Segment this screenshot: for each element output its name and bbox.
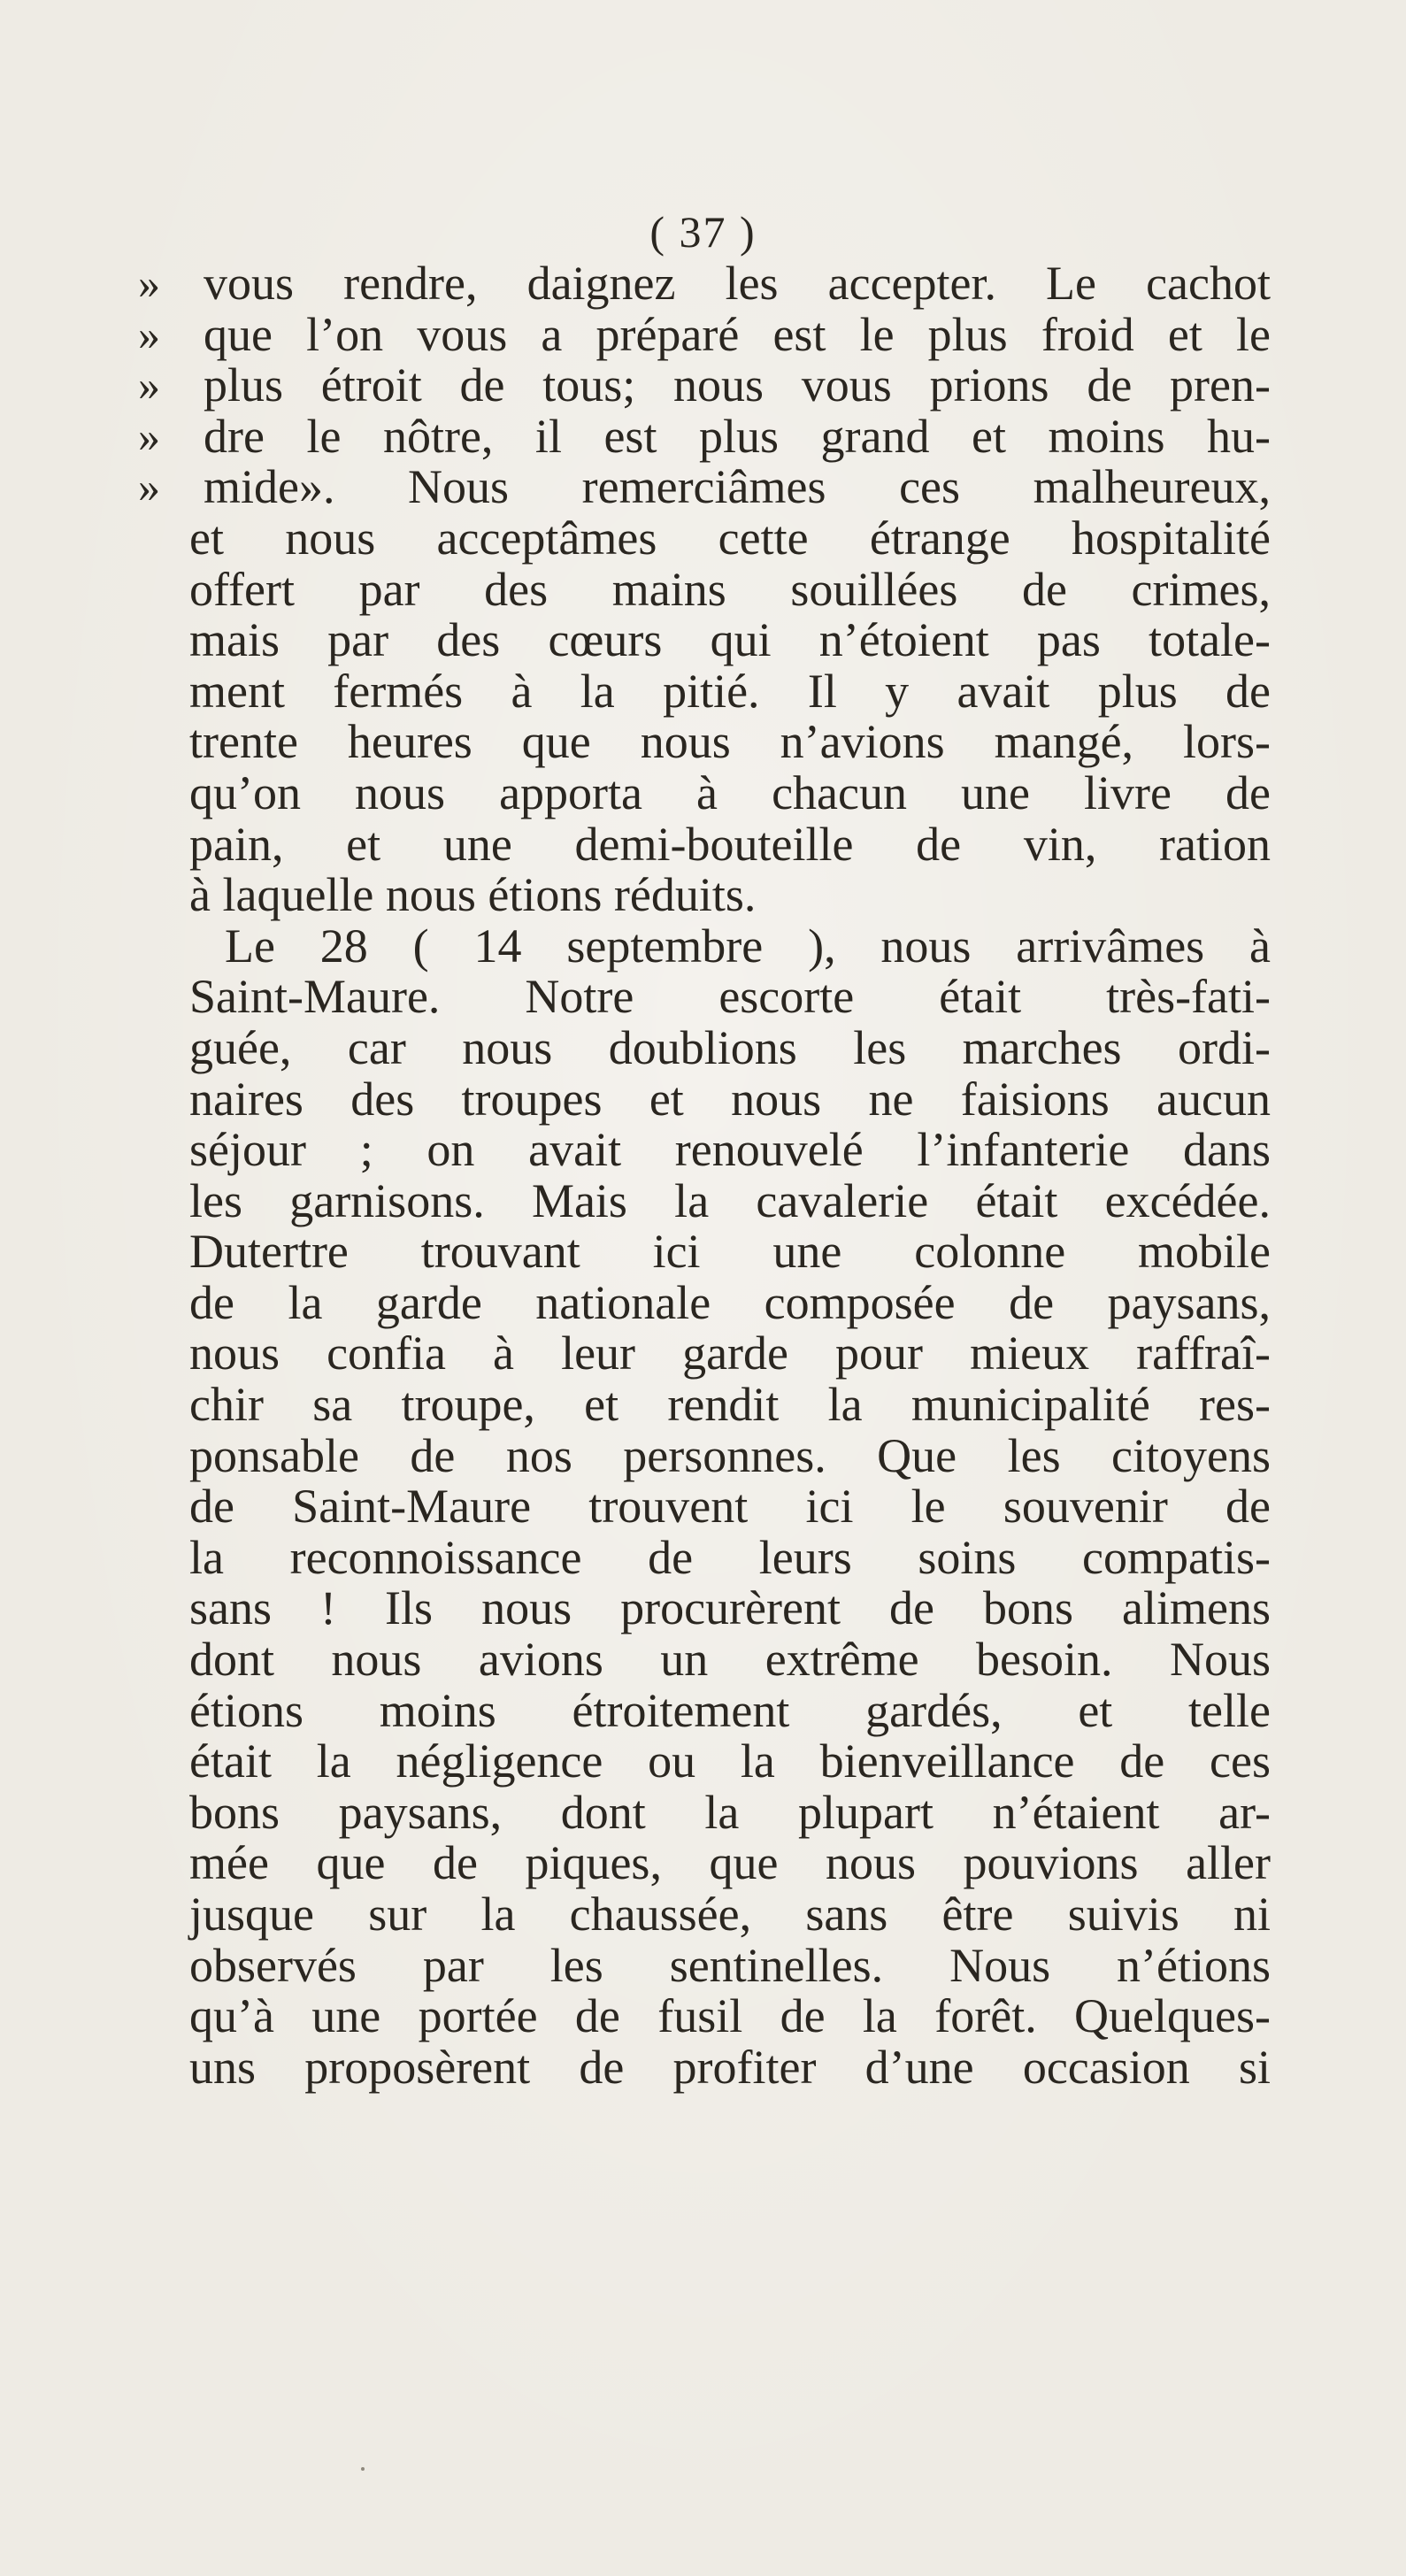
text-line: Saint-Maure. Notre escorte était très-fati- [189, 970, 1271, 1024]
line-text: plus étroit de tous; nous vous prions de pren- [204, 358, 1271, 412]
text-line: qu’on nous apporta à chacun une livre de [189, 765, 1271, 819]
line-text: mide». Nous remerciâmes ces malheureux, [204, 460, 1271, 514]
text-line: Le 28 ( 14 septembre ), nous arrivâmes à [225, 919, 1271, 973]
line-text: que l’on vous a préparé est le plus froid et le [204, 307, 1271, 361]
text-line: offert par des mains souillées de crimes, [189, 562, 1271, 616]
text-line [138, 460, 1271, 514]
quotation-mark: » [138, 258, 160, 308]
text-line [138, 409, 1271, 463]
text-line: les garnisons. Mais la cavalerie était excédée. [189, 1173, 1271, 1227]
paragraph-2 [189, 921, 1271, 2094]
quotation-mark: » [138, 411, 160, 461]
text-line: était la négligence ou la bienveillance de ces [189, 1734, 1271, 1788]
text-line: de Saint-Maure trouvent ici le souvenir de [189, 1480, 1271, 1534]
line-text: vous rendre, daignez les accepter. Le cachot [204, 257, 1271, 310]
line-text: dre le nôtre, il est plus grand et moins hu- [204, 409, 1271, 463]
text-line: jusque sur la chaussée, sans être suivis ni [189, 1888, 1271, 1941]
page-number: ( 37 ) [649, 207, 757, 257]
text-line: ment fermés à la pitié. Il y avait plus de [189, 664, 1271, 718]
body-text [138, 257, 1271, 2094]
text-line: uns proposèrent de profiter d’une occasion si [189, 2040, 1271, 2094]
text-line: dont nous avions un extrême besoin. Nous [189, 1633, 1271, 1687]
text-line [138, 307, 1271, 361]
quotation-mark: » [138, 360, 160, 411]
text-line: séjour ; on avait renouvelé l’infanterie dans [189, 1123, 1271, 1177]
text-line: pain, et une demi-bouteille de vin, ration [189, 817, 1271, 871]
text-line: guée, car nous doublions les marches ordi- [189, 1020, 1271, 1074]
paper-speck [361, 2467, 365, 2471]
text-line: bons paysans, dont la plupart n’étaient ar- [189, 1785, 1271, 1839]
text-line [138, 257, 1271, 310]
text-line: qu’à une portée de fusil de la forêt. Quelques- [189, 1989, 1271, 2043]
text-line: Dutertre trouvant ici une colonne mobile [189, 1225, 1271, 1279]
quotation-mark: » [138, 309, 160, 359]
text-line: sans ! Ils nous procurèrent de bons alimens [189, 1581, 1271, 1635]
text-line: étions moins étroitement gardés, et telle [189, 1683, 1271, 1737]
text-line: naires des troupes et nous ne faisions aucun [189, 1072, 1271, 1126]
text-line: et nous acceptâmes cette étrange hospitalité [189, 511, 1271, 565]
paragraph-1 [138, 257, 1271, 922]
text-line: mée que de piques, que nous pouvions aller [189, 1836, 1271, 1890]
text-line: chir sa troupe, et rendit la municipalité res- [189, 1378, 1271, 1432]
text-line: observés par les sentinelles. Nous n’étions [189, 1938, 1271, 1992]
text-line: à laquelle nous étions réduits. [189, 868, 757, 922]
text-line: la reconnoissance de leurs soins compatis- [189, 1530, 1271, 1584]
quotation-mark: » [138, 462, 160, 512]
text-line: de la garde nationale composée de paysans, [189, 1275, 1271, 1329]
text-line: ponsable de nos personnes. Que les citoyens [189, 1428, 1271, 1482]
text-line: trente heures que nous n’avions mangé, lors- [189, 715, 1271, 769]
text-line: nous confia à leur garde pour mieux raffraî- [189, 1326, 1271, 1380]
text-line: mais par des cœurs qui n’étoient pas totale- [189, 613, 1271, 667]
text-line [138, 358, 1271, 412]
